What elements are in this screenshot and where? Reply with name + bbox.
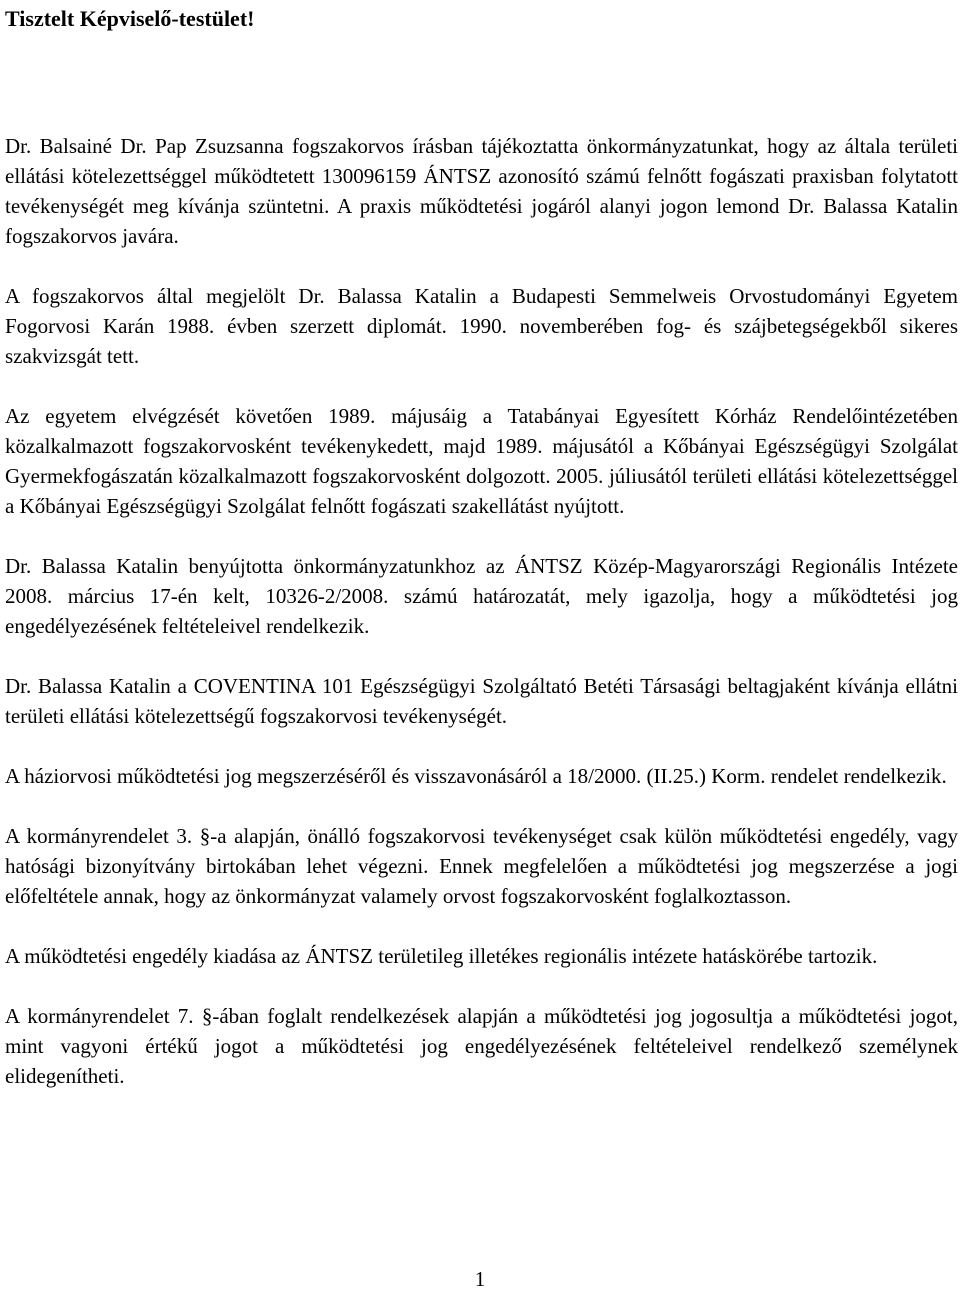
page-number: 1 — [474, 1267, 486, 1291]
paragraph-decree: A háziorvosi működtetési jog megszerzéséről és visszavonásáról a 18/2000. (II.25.) Korm. rendelet rendelkezik. — [5, 764, 947, 788]
paragraph-qualifications: A fogszakorvos által megjelölt Dr. Balassa Katalin a Budapesti Semmelweis Orvostudományi Egyetem Fogorvosi Karán 1988. évben szerzett diplomát. 1990. novemberében fog- és szájbetegségekből sikeres szakvizsgát tett. — [5, 284, 958, 368]
paragraph-authority-decision: Dr. Balassa Katalin benyújtotta önkormányzatunkhoz az ÁNTSZ Közép-Magyarországi Regionális Intézete 2008. március 17-én kelt, 10326-2/2008. számú határozatát, mely igazolja, hogy a működtetési jog engedélyezésének feltételeivel rendelkezik. — [5, 554, 958, 638]
paragraph-company: Dr. Balassa Katalin a COVENTINA 101 Egészségügyi Szolgáltató Betéti Társasági beltagjaként kívánja ellátni területi ellátási kötelezettségű fogszakorvosi tevékenységét. — [5, 674, 958, 728]
paragraph-permit-issuance: A működtetési engedély kiadása az ÁNTSZ területileg illetékes regionális intézete hatáskörébe tartozik. — [5, 944, 878, 968]
paragraph-practice-transfer: Dr. Balsainé Dr. Pap Zsuzsanna fogszakorvos írásban tájékoztatta önkormányzatunkat, hogy az általa területi ellátási kötelezettséggel működtetett 130096159 ÁNTSZ azonosító számú felnőtt fogászati praxisban folytatott tevékenységét meg kívánja szüntetni. A praxis működtetési jogáról alanyi jogon lemond Dr. Balassa Katalin fogszakorvos javára. — [5, 134, 958, 248]
paragraph-decree-section-7: A kormányrendelet 7. §-ában foglalt rendelkezések alapján a működtetési jog jogosultja a működtetési jogot, mint vagyoni értékű jogot a működtetési jog engedélyezésének feltételeivel rendelkező személynek elidegenítheti. — [5, 1004, 958, 1088]
paragraph-decree-section-3: A kormányrendelet 3. §-a alapján, önálló fogszakorvosi tevékenységet csak külön működtetési engedély, vagy hatósági bizonyítvány birtokában lehet végezni. Ennek megfelelően a működtetési jog megszerzése a jogi előfeltétele annak, hogy az önkormányzat valamely orvost fogszakorvosként foglalkoztasson. — [5, 824, 958, 908]
greeting-heading: Tisztelt Képviselő-testület! — [5, 6, 255, 31]
paragraph-career: Az egyetem elvégzését követően 1989. májusáig a Tatabányai Egyesített Kórház Rendelőintézetében közalkalmazott fogszakorvosként tevékenykedett, majd 1989. májusától a Kőbányai Egészségügyi Szolgálat Gyermekfogászatán közalkalmazott fogszakorvosként dolgozott. 2005. júliusától területi ellátási kötelezettséggel a Kőbányai Egészségügyi Szolgálat felnőtt fogászati szakellátást nyújtott. — [5, 404, 958, 518]
